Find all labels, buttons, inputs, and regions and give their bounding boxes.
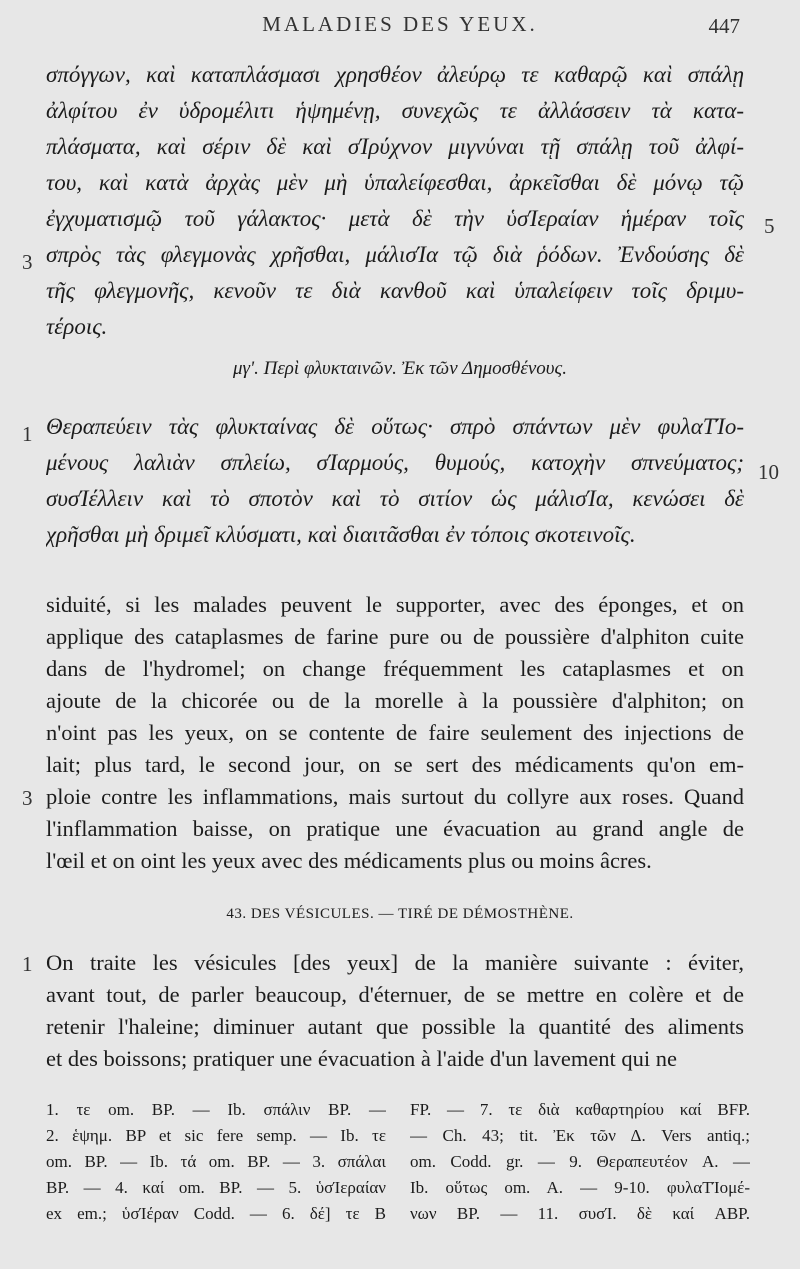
footnote-line: ex em.; ὑσΊέραν Codd. — 6. δέ] τε B — [46, 1204, 386, 1223]
greek-line: συσΊέλλειν καὶ τὸ σποτὸν καὶ τὸ σιτίον ὡς μάλισΊα, κενώσει δὲ — [46, 486, 744, 511]
running-header: MALADIES DES YEUX. — [262, 12, 538, 36]
margin-chapter-number: 3 — [22, 250, 33, 274]
french-line: siduité, si les malades peuvent le supporter, avec des éponges, et on — [46, 592, 744, 617]
margin-chapter-number: 1 — [22, 952, 33, 976]
french-line: avant tout, de parler beaucoup, d'éternuer, de se mettre en colère et de — [46, 982, 744, 1007]
french-line: ploie contre les inflammations, mais surtout du collyre aux roses. Quand — [46, 784, 744, 809]
french-line: l'inflammation baisse, on pratique une évacuation au grand angle de — [46, 816, 744, 841]
french-line: l'œil et on oint les yeux avec des médicaments plus ou moins âcres. — [46, 848, 652, 873]
greek-line: Θεραπεύειν τὰς φλυκταίνας δὲ οὕτως· σπρὸ σπάντων μὲν φυλαΤΊο- — [46, 414, 744, 439]
footnote-line: — Ch. 43; tit. Ἐκ τῶν Δ. Vers antiq.; — [410, 1126, 750, 1145]
greek-line: σπρὸς τὰς φλεγμονὰς χρῆσθαι, μάλισΊα τῷ διὰ ῥόδων. Ἐνδούσης δὲ — [46, 242, 744, 267]
greek-line: ἀλφίτου ἐν ὑδρομέλιτι ἡψημένῃ, συνεχῶς τε ἀλλάσσειν τὰ κατα- — [46, 98, 744, 123]
french-line: lait; plus tard, le second jour, on se sert des médicaments qu'on em- — [46, 752, 744, 777]
greek-line: μένους λαλιὰν σπλείω, σΊαρμούς, θυμούς, κατοχὴν σπνεύματος; — [46, 450, 744, 475]
footnote-line: BP. — 4. καί om. BP. — 5. ὑσΊεραίαν — [46, 1178, 386, 1197]
footnote-line: om. Codd. gr. — 9. Θεραπευτέον A. — — [410, 1152, 750, 1171]
french-chapter-heading: 43. DES VÉSICULES. — TIRÉ DE DÉMOSTHÈNE. — [226, 906, 574, 922]
french-line: et des boissons; pratiquer une évacuation à l'aide d'un lavement qui ne — [46, 1046, 678, 1071]
greek-line: χρῆσθαι μὴ δριμεῖ κλύσματι, καὶ διαιτᾶσθαι ἐν τόποις σκοτεινοῖς. — [46, 522, 636, 547]
greek-line: πλάσματα, καὶ σέριν δὲ καὶ σΊρύχνον μιγνύναι τῇ σπάλῃ τοῦ ἀλφί- — [46, 134, 744, 159]
margin-line-number: 5 — [764, 214, 775, 238]
footnote-line: νων BP. — 11. συσΊ. δὲ καί ABP. — [410, 1204, 750, 1223]
footnote-line: 1. τε om. BP. — Ib. σπάλιν BP. — — [46, 1100, 386, 1119]
footnote-line: om. BP. — Ib. τά om. BP. — 3. σπάλαι — [46, 1152, 386, 1171]
greek-chapter-heading: μγʹ. Περὶ φλυκταινῶν. Ἐκ τῶν Δημοσθένους. — [233, 358, 567, 379]
footnote-line: FP. — 7. τε διὰ καθαρτηρίου καί BFP. — [410, 1100, 750, 1119]
greek-line: του, καὶ κατὰ ἀρχὰς μὲν μὴ ὑπαλείφεσθαι, ἀρκεῖσθαι δὲ μόνῳ τῷ — [46, 170, 744, 195]
french-line: retenir l'haleine; diminuer autant que possible la quantité des aliments — [46, 1014, 744, 1039]
french-line: n'oint pas les yeux, on se contente de faire seulement des injections de — [46, 720, 744, 745]
greek-line: ἐγχυματισμῷ τοῦ γάλακτος· μετὰ δὲ τὴν ὑσΊεραίαν ἡμέραν τοῖς — [46, 206, 744, 231]
french-line: ajoute de la chicorée ou de la morelle à la poussière d'alphiton; on — [46, 688, 744, 713]
margin-line-number: 10 — [758, 460, 779, 484]
margin-chapter-number: 1 — [22, 422, 33, 446]
greek-line: τέροις. — [46, 314, 108, 339]
margin-chapter-number: 3 — [22, 786, 33, 810]
footnote-line: Ib. οὕτως om. A. — 9-10. φυλαΤΊομέ- — [410, 1178, 750, 1197]
greek-line: τῆς φλεγμονῆς, κενοῦν τε διὰ κανθοῦ καὶ ὑπαλείφειν τοῖς δριμυ- — [46, 278, 744, 303]
page-number: 447 — [708, 14, 740, 38]
french-line: applique des cataplasmes de farine pure ou de poussière d'alphiton cuite — [46, 624, 744, 649]
french-line: dans de l'hydromel; on change fréquemment les cataplasmes et on — [46, 656, 744, 681]
french-line: On traite les vésicules [des yeux] de la manière suivante : éviter, — [46, 950, 744, 975]
footnote-line: 2. ἑψημ. BP et sic fere semp. — Ib. τε — [46, 1126, 386, 1145]
greek-line: σπόγγων, καὶ καταπλάσμασι χρησθέον ἀλεύρῳ τε καθαρῷ καὶ σπάλῃ — [46, 62, 744, 87]
